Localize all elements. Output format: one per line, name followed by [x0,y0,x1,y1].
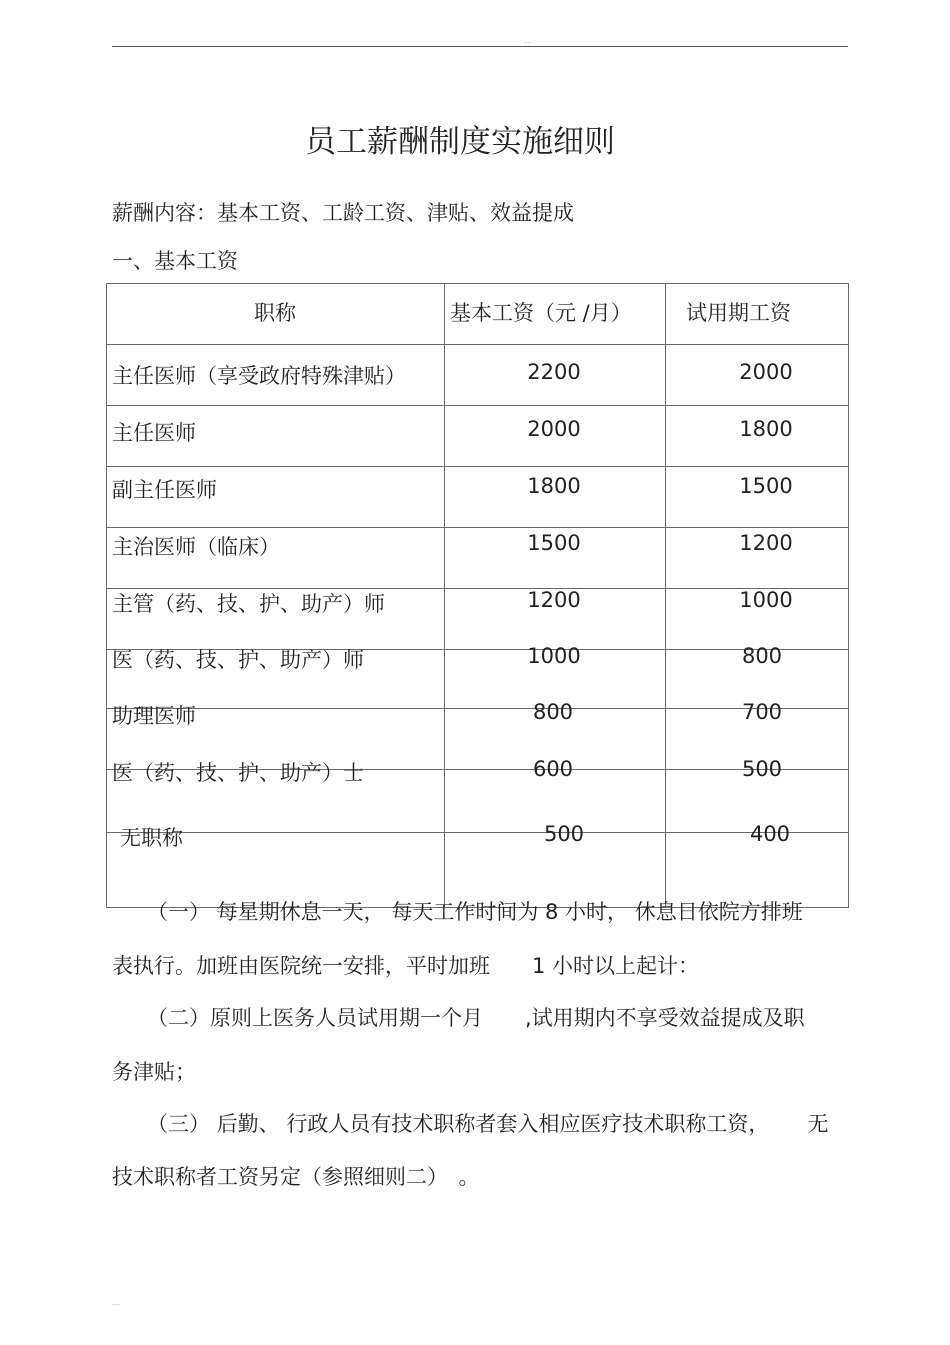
table-cell-probation: 2000 [739,360,793,384]
table-rule [106,283,107,908]
paragraph-1-line-1: （一） 每星期休息一天， 每天工作时间为 8 小时， 休息日依院方排班 [147,900,803,924]
section-heading-basic-salary: 一、基本工资 [112,249,238,273]
paragraph-2-line-2: 务津贴； [112,1060,196,1084]
table-cell-probation: 800 [741,644,783,668]
paragraph-1-line-2: 表执行。加班由医院统一安排，平时加班 1 小时以上起计： [112,954,700,978]
table-cell-basic: 1000 [527,644,581,668]
table-cell-probation: 1200 [739,531,793,555]
paragraph-3-line-1: （三） 后勤、 行政人员有技术职称者套入相应医疗技术职称工资， 无 [147,1112,829,1136]
header-basic-salary: 基本工资（元 /月） [450,301,632,325]
table-cell-basic: 800 [532,700,574,724]
table-cell-basic: 1800 [527,474,581,498]
table-cell-probation: 700 [741,700,783,724]
table-cell-basic: 2200 [527,360,581,384]
table-cell-basic: 600 [532,757,574,781]
salary-table [106,283,849,908]
table-cell-probation: 400 [749,822,791,846]
header-dots: .... [524,38,532,45]
table-cell-title: 医（药、技、护、助产）师 [112,648,364,672]
table-cell-title: 副主任医师 [112,478,217,502]
table-cell-title: 主任医师（享受政府特殊津贴） [112,364,406,388]
table-cell-probation: 1000 [739,588,793,612]
table-cell-title: 医（药、技、护、助产）士 [112,761,364,785]
page-title: 员工薪酬制度实施细则 [305,124,615,160]
table-cell-probation: 500 [741,757,783,781]
salary-content-line: 薪酬内容：基本工资、工龄工资、津贴、效益提成 [112,201,574,225]
header-title: 职称 [254,301,296,325]
table-cell-basic: 1500 [527,531,581,555]
table-cell-basic: 500 [543,822,585,846]
paragraph-2-line-1: （二）原则上医务人员试用期一个月 ,试用期内不享受效益提成及职 [147,1006,805,1030]
table-cell-probation: 1800 [739,417,793,441]
table-rule [106,405,849,406]
table-cell-probation: 1500 [739,474,793,498]
table-rule [106,344,849,345]
table-rule [665,283,666,908]
table-cell-basic: 1200 [527,588,581,612]
table-cell-title: 无职称 [120,826,183,850]
table-cell-basic: 2000 [527,417,581,441]
paragraph-3-line-2: 技术职称者工资另定（参照细则二） 。 [112,1165,480,1189]
table-cell-title: 主治医师（临床） [112,535,280,559]
table-rule [106,283,849,284]
header-probation-salary: 试用期工资 [686,301,791,325]
table-rule [106,466,849,467]
table-rule [444,283,445,908]
footer-dots: .... [112,1300,120,1307]
table-cell-title: 助理医师 [112,704,196,728]
table-rule [106,527,849,528]
table-cell-title: 主任医师 [112,421,196,445]
table-rule [848,283,849,908]
header-rule [112,46,848,47]
table-cell-title: 主管（药、技、护、助产）师 [112,592,385,616]
